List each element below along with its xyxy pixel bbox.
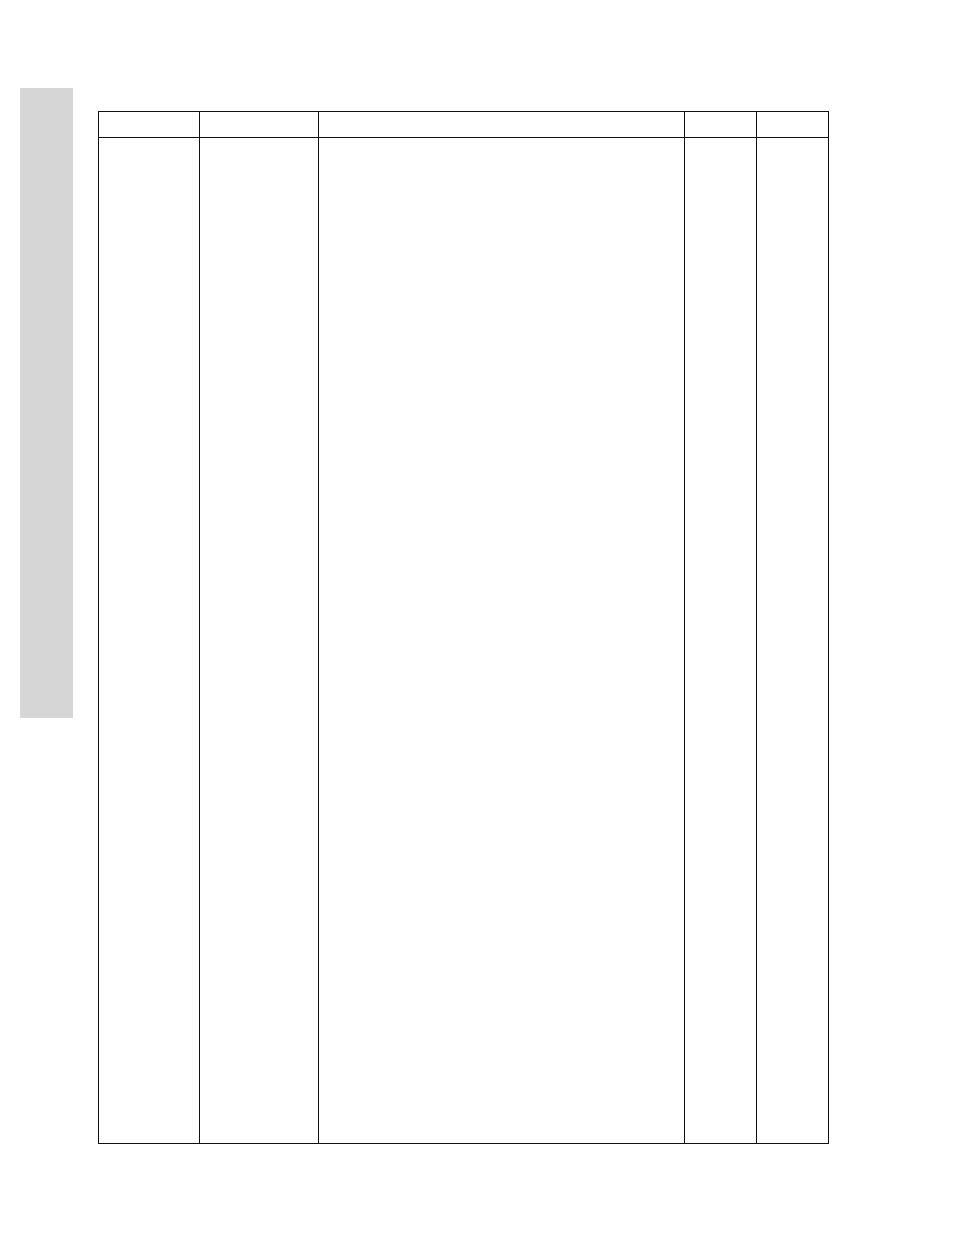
header-fig-item — [99, 112, 199, 137]
table-header-row — [99, 112, 828, 138]
column-divider — [684, 112, 685, 1143]
header-rev — [757, 112, 828, 137]
column-divider — [756, 112, 757, 1143]
column-divider — [199, 112, 200, 1143]
header-part-number — [200, 112, 318, 137]
header-description — [319, 112, 684, 137]
column-divider — [318, 112, 319, 1143]
header-qty — [685, 112, 756, 137]
section-side-tab — [20, 88, 73, 718]
parts-table — [98, 111, 829, 1144]
